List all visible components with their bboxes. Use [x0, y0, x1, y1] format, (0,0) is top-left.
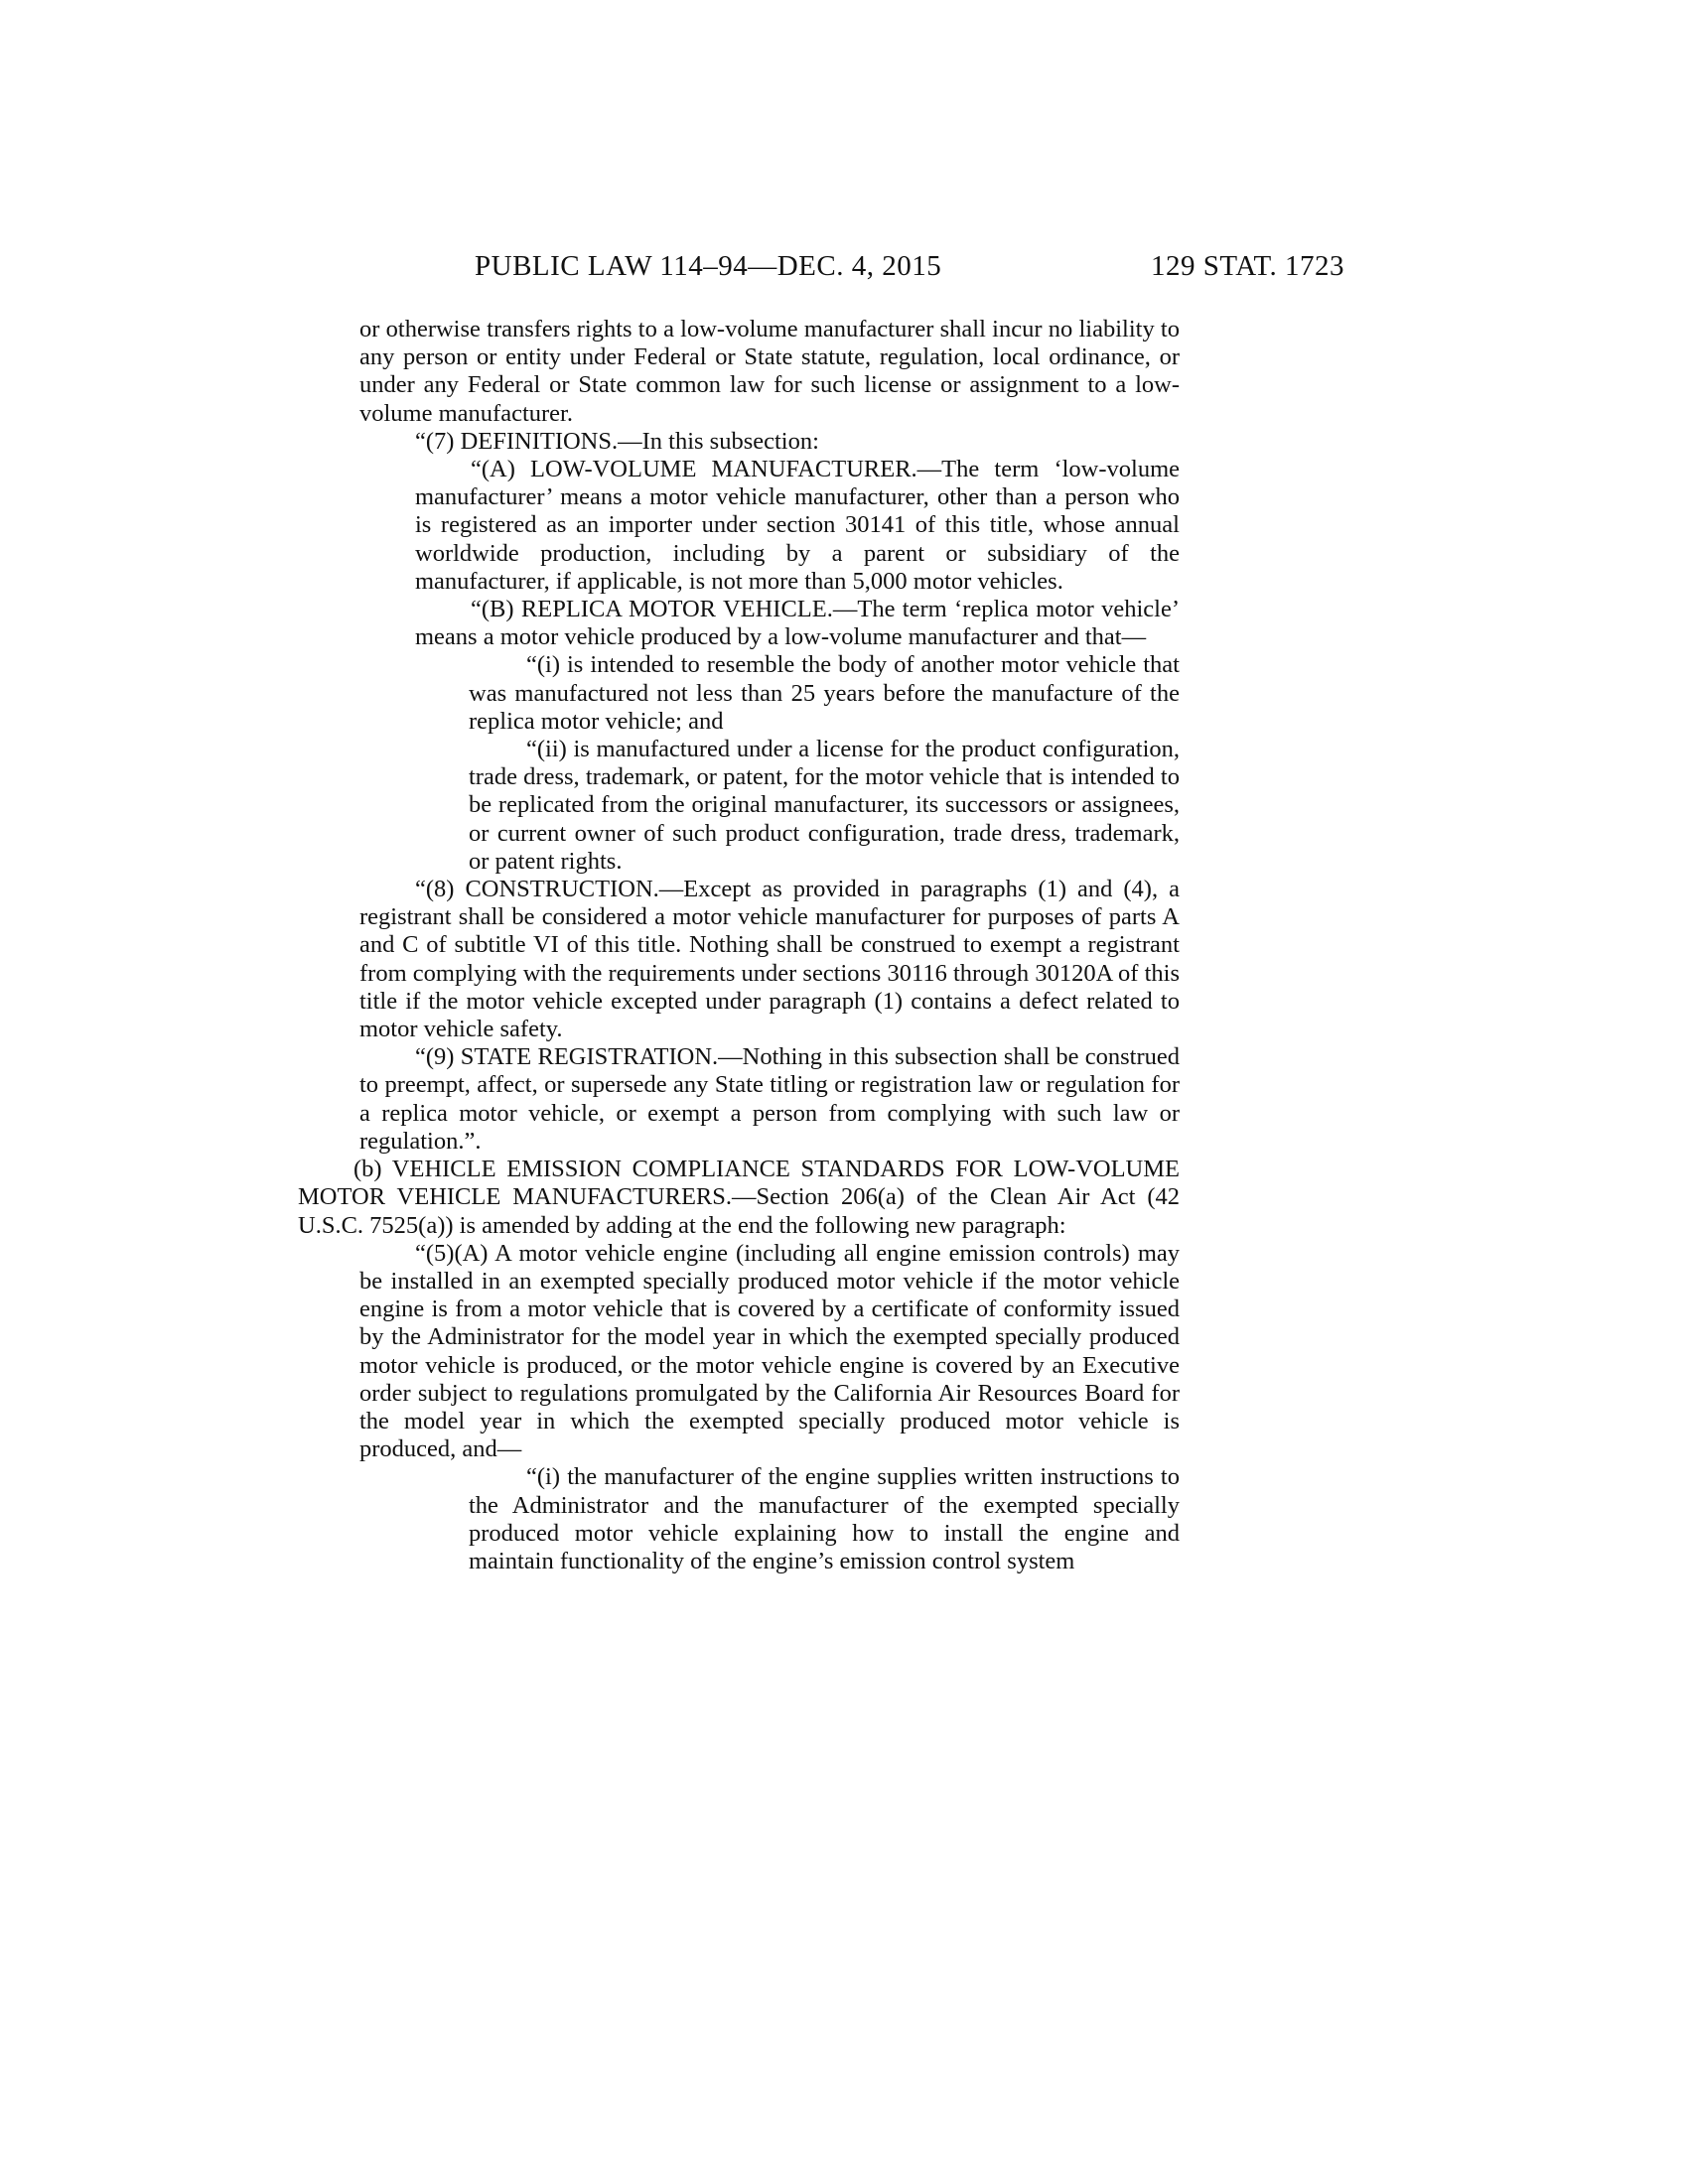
- running-head: PUBLIC LAW 114–94—DEC. 4, 2015: [475, 250, 942, 282]
- paragraph-definitions: “(7) DEFINITIONS.—In this subsection:: [415, 427, 819, 455]
- page-number: 129 STAT. 1723: [1151, 250, 1345, 282]
- paragraph-low-volume-manufacturer: “(A) LOW-VOLUME MANUFACTURER.—The term ‘low-volume manufacturer’ means a motor vehicle manufacturer, other than a person who is registered as an importer under section 30141 of this title, whose annual worldwide production, including by a parent or subsidiary of the manufacturer, if applicable, is not more than 5,000 motor vehicles.: [415, 456, 1180, 595]
- paragraph-continuation: or otherwise transfers rights to a low-volume manufacturer shall incur no liability to any person or entity under Federal or State statute, regulation, local ordinance, or under any Federal or State common law for such license or assignment to a low-volume manufacturer.: [359, 316, 1180, 427]
- body-text: [298, 316, 1180, 1575]
- page-header: [0, 250, 1688, 290]
- paragraph-clause-i: “(i) is intended to resemble the body of another motor vehicle that was manufactured not less than 25 years before the manufacture of the replica motor vehicle; and: [469, 651, 1180, 735]
- paragraph-clause-ii: “(ii) is manufactured under a license for the product configuration, trade dress, trademark, or patent, for the motor vehicle that is intended to be replicated from the original manufacturer, its successors or assignees, or current owner of such product configuration, trade dress, trademark, or patent rights.: [469, 736, 1180, 875]
- paragraph-state-registration: “(9) STATE REGISTRATION.—Nothing in this subsection shall be construed to preempt, affect, or supersede any State titling or registration law or regulation for a replica motor vehicle, or exempt a person from complying with such law or regulation.”.: [359, 1043, 1180, 1155]
- paragraph-subsection-b: (b) VEHICLE EMISSION COMPLIANCE STANDARDS FOR LOW-VOLUME MOTOR VEHICLE MANUFACTURERS.—Section 206(a) of the Clean Air Act (42 U.S.C. 7525(a)) is amended by adding at the end the following new paragraph:: [298, 1156, 1180, 1239]
- paragraph-5a-clause-i: “(i) the manufacturer of the engine supplies written instructions to the Administrator and the manufacturer of the exempted specially produced motor vehicle explaining how to install the engine and maintain functionality of the engine’s emission control system: [469, 1463, 1180, 1574]
- paragraph-5a: “(5)(A) A motor vehicle engine (including all engine emission controls) may be installed in an exempted specially produced motor vehicle if the motor vehicle engine is from a motor vehicle that is covered by a certificate of conformity issued by the Administrator for the model year in which the exempted specially produced motor vehicle is produced, or the motor vehicle engine is covered by an Executive order subject to regulations promulgated by the California Air Resources Board for the model year in which the exempted specially produced motor vehicle is produced, and—: [359, 1239, 1180, 1463]
- paragraph-replica-motor-vehicle: “(B) REPLICA MOTOR VEHICLE.—The term ‘replica motor vehicle’ means a motor vehicle produced by a low-volume manufacturer and that—: [415, 596, 1180, 651]
- paragraph-construction: “(8) CONSTRUCTION.—Except as provided in paragraphs (1) and (4), a registrant shall be considered a motor vehicle manufacturer for purposes of parts A and C of subtitle VI of this title. Nothing shall be construed to exempt a registrant from complying with the requirements under sections 30116 through 30120A of this title if the motor vehicle excepted under paragraph (1) contains a defect related to motor vehicle safety.: [359, 876, 1180, 1043]
